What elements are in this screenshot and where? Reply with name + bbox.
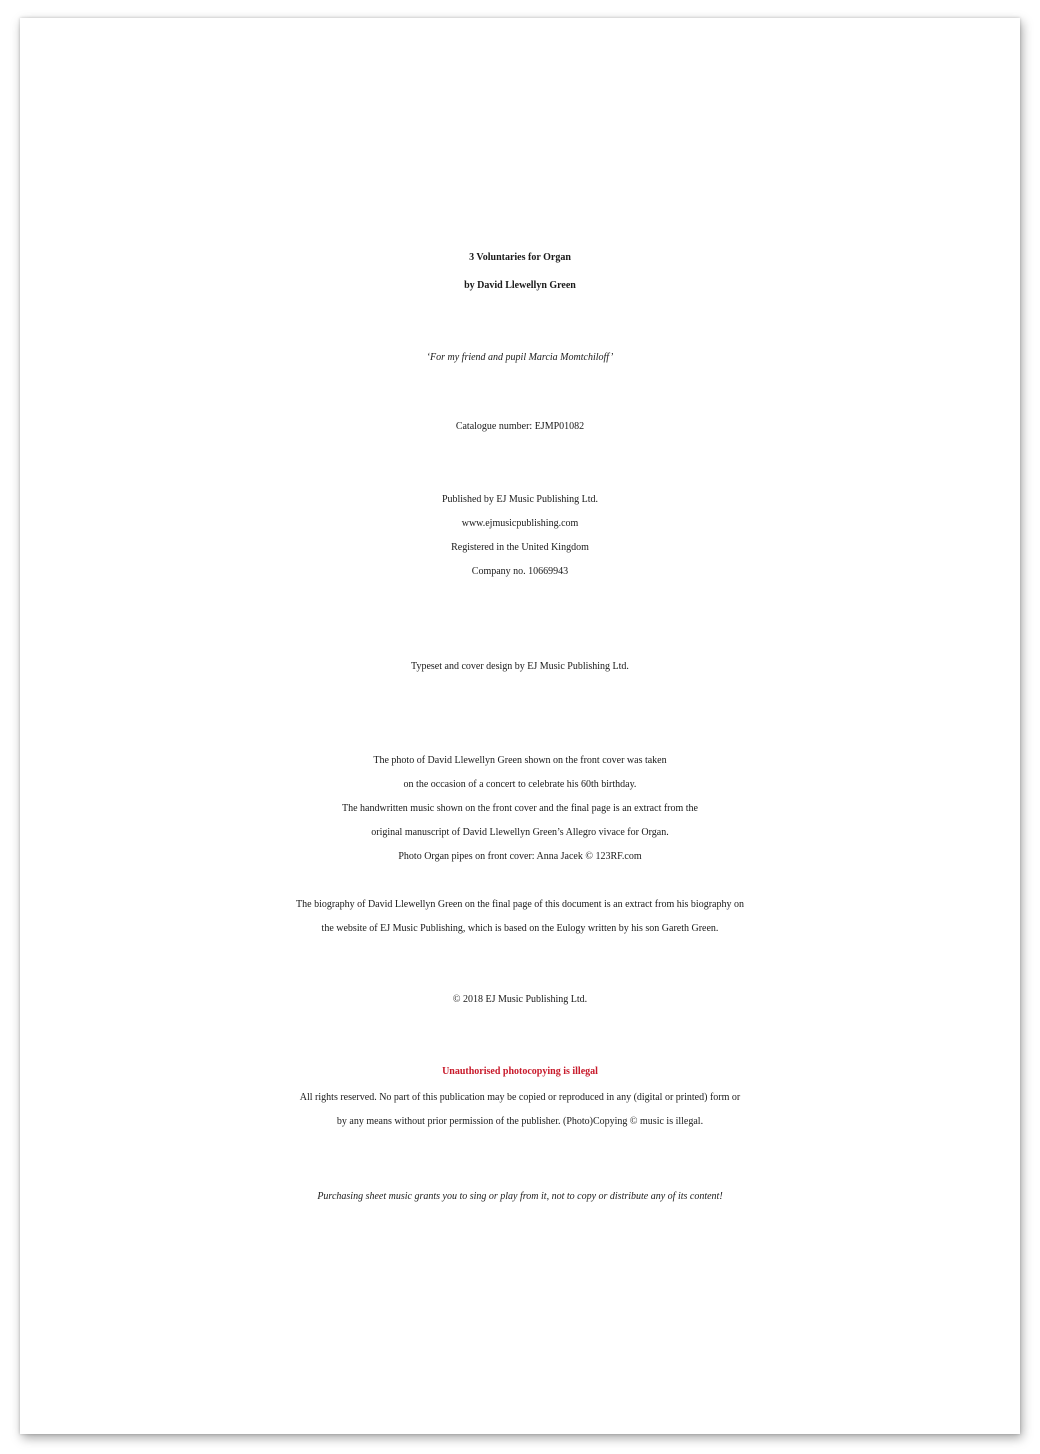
credits-line-1: The photo of David Llewellyn Green shown on the front cover was taken (373, 755, 667, 766)
credits-line-2: on the occasion of a concert to celebrate his 60th birthday. (403, 779, 637, 790)
biography-line-2: the website of EJ Music Publishing, which is based on the Eulogy written by his son Gareth Green. (321, 923, 719, 934)
rights-line-2: by any means without prior permission of the publisher. (Photo)Copying © music is illegal. (336, 1116, 704, 1127)
dedication: ‘For my friend and pupil Marcia Momtchiloff’ (426, 352, 614, 363)
title-line-1: 3 Voluntaries for Organ (469, 252, 571, 263)
photocopy-warning: Unauthorised photocopying is illegal (442, 1066, 598, 1077)
catalogue-number: Catalogue number: EJMP01082 (455, 421, 585, 432)
title-line-2: by David Llewellyn Green (464, 280, 576, 291)
typeset-credit: Typeset and cover design by EJ Music Publishing Ltd. (411, 661, 629, 672)
rights-line-1: All rights reserved. No part of this publication may be copied or reproduced in any (digital or printed) form or (299, 1092, 741, 1103)
document-page (20, 18, 1020, 1434)
publisher-line-1: Published by EJ Music Publishing Ltd. (441, 494, 599, 505)
credits-line-4: original manuscript of David Llewellyn Green’s Allegro vivace for Organ. (371, 827, 669, 838)
credits-line-3: The handwritten music shown on the front cover and the final page is an extract from the (342, 803, 698, 814)
publisher-website: www.ejmusicpublishing.com (461, 518, 579, 529)
copyright-notice: © 2018 EJ Music Publishing Ltd. (452, 994, 588, 1005)
closing-statement: Purchasing sheet music grants you to sing or play from it, not to copy or distribute any of its content! (317, 1191, 723, 1202)
credits-line-5: Photo Organ pipes on front cover: Anna Jacek © 123RF.com (398, 851, 642, 862)
publisher-company-number: Company no. 10669943 (471, 566, 569, 577)
biography-line-1: The biography of David Llewellyn Green on the final page of this document is an extract from his biography on (296, 899, 744, 910)
publisher-line-3: Registered in the United Kingdom (451, 542, 589, 553)
